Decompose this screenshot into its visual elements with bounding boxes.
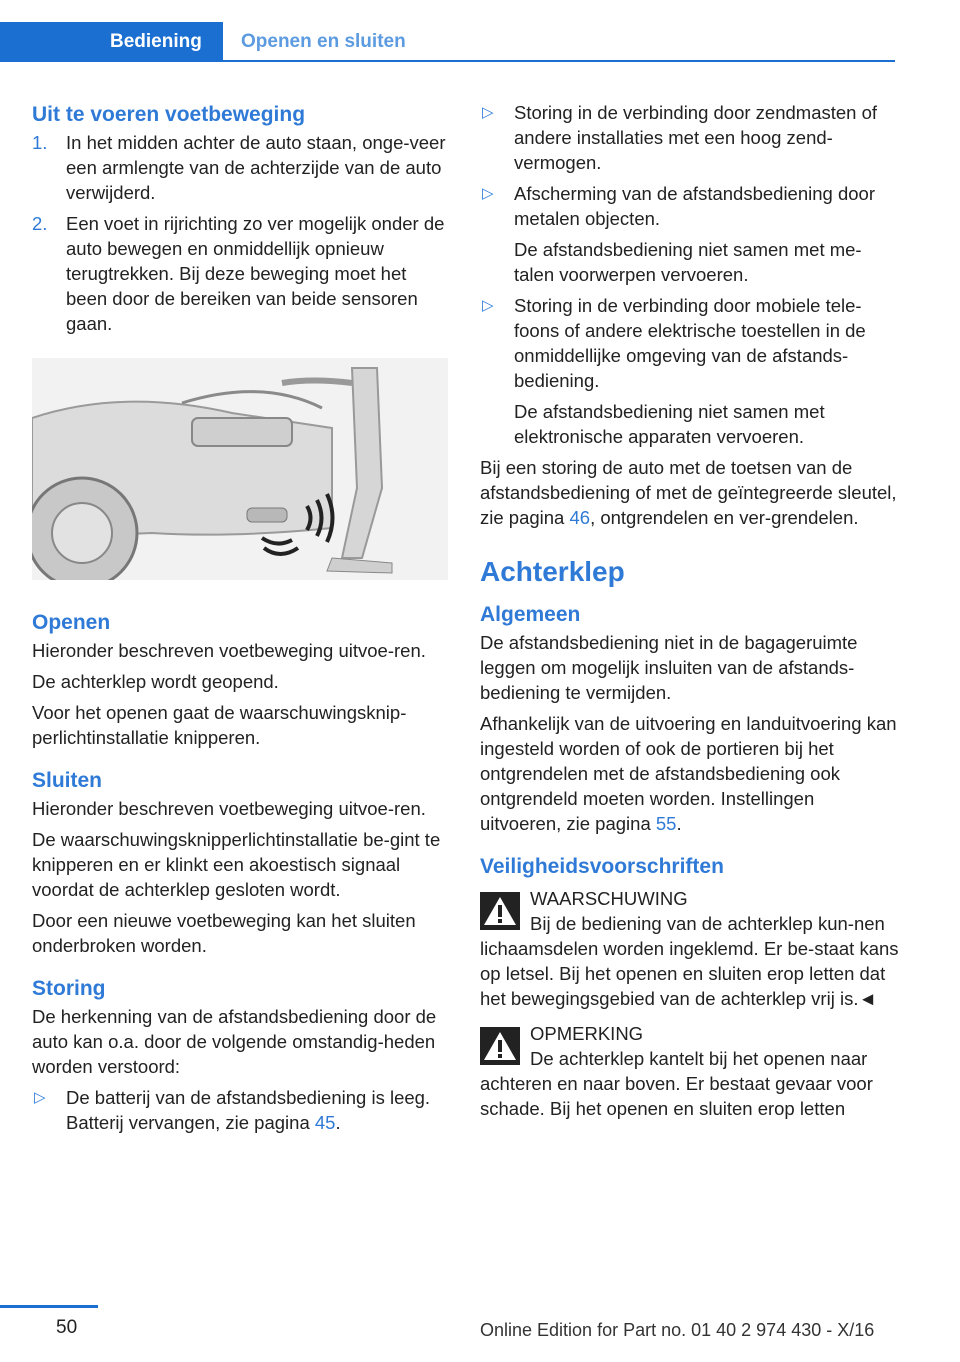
fault-unlock-end: , ontgrendelen en ver-grendelen. <box>590 507 859 528</box>
fault-item-end: . <box>335 1112 341 1133</box>
page-link-55[interactable]: 55 <box>655 813 677 834</box>
edition-info: Online Edition for Part no. 01 40 2 974 430 - X/16 <box>480 1320 875 1340</box>
step-text: Een voet in rijrichting zo ver mogelijk onder de auto bewegen en onmiddellijk opnieuw terugtrekken. Bij deze beweging moet het been door de bereiken van beide sensoren gaan. <box>66 213 445 334</box>
open-paragraph-2: De achterklep wordt geopend. <box>32 671 279 692</box>
open-paragraph-3: Voor het openen gaat de waarschuwingsknip-perlichtinstallatie knipperen. <box>32 702 407 748</box>
triangle-bullet-icon: ▷ <box>482 185 494 202</box>
header-tabbar <box>0 22 895 62</box>
general-text: Afhankelijk van de uitvoering en landuitvoering kan ingesteld worden of ook de portieren bij het ontgrendelen met de afstandsbediening ook ontgrendeld moeten worden. Instellingen uitvoeren, zie pagina <box>480 713 897 834</box>
left-column <box>32 100 450 1141</box>
page-link-46[interactable]: 46 <box>569 507 591 528</box>
triangle-bullet-icon: ▷ <box>482 104 494 121</box>
heading-voetbeweging: Uit te voeren voetbeweging <box>32 103 306 126</box>
close-paragraph-2: De waarschuwingsknipperlichtinstallatie be-gint te knipperen en er klinkt een akoestisch signaal voordat de achterklep gesloten wordt. <box>32 829 441 900</box>
fault-unlock-paragraph <box>480 455 900 530</box>
tab-bediening[interactable]: Bediening <box>0 22 223 62</box>
step-number: 1. <box>32 132 48 153</box>
bullet-3-note: De afstandsbediening niet samen met elektronische apparaten vervoeren. <box>514 401 825 447</box>
close-paragraph-3: Door een nieuwe voetbeweging kan het sluiten onderbroken worden. <box>32 910 416 956</box>
heading-algemeen: Algemeen <box>480 603 581 626</box>
tab-openen-en-sluiten[interactable]: Openen en sluiten <box>241 31 406 52</box>
fault-paragraph-1: De herkenning van de afstandsbediening door de auto kan o.a. door de volgende omstandig-heden worden verstoord: <box>32 1006 437 1077</box>
heading-openen: Openen <box>32 611 111 634</box>
header-divider <box>223 60 895 62</box>
right-bullet-3 <box>480 293 900 393</box>
bullet-2-note: De afstandsbediening niet samen met me-talen voorwerpen vervoeren. <box>514 239 862 285</box>
heading-achterklep: Achterklep <box>480 556 625 587</box>
warning-triangle-icon <box>480 892 520 930</box>
close-paragraph-1: Hieronder beschreven voetbeweging uitvoe-ren. <box>32 798 426 819</box>
bullet-text: Storing in de verbinding door mobiele tele-foons of andere elektrische toestellen in de onmiddellijke omgeving van de afstands-bediening. <box>514 295 866 391</box>
step-number: 2. <box>32 213 48 234</box>
fault-unlock-text: Bij een storing de auto met de toetsen van de afstandsbediening of met de geïntegreerde sleutel, zie pagina <box>480 457 897 528</box>
general-paragraph-1: De afstandsbediening niet in de bagageruimte leggen om mogelijk insluiten van de afstands-bediening te vermijden. <box>480 632 858 703</box>
triangle-bullet-icon: ▷ <box>482 297 494 314</box>
notice-label: OPMERKING <box>530 1023 644 1044</box>
fault-item-text: De batterij van de afstandsbediening is leeg. Batterij vervangen, zie pagina <box>66 1087 431 1133</box>
page-link-45[interactable]: 45 <box>314 1112 336 1133</box>
notice-block <box>480 1021 900 1121</box>
right-bullet-2 <box>480 181 900 231</box>
page-number: 50 <box>56 1317 78 1338</box>
step-2 <box>32 211 450 336</box>
bullet-text: Storing in de verbinding door zendmasten of andere installaties met een hoog zend-vermogen. <box>514 102 878 173</box>
general-paragraph-2 <box>480 711 900 836</box>
step-text: In het midden achter de auto staan, onge-veer een armlengte van de achterzijde van de auto verwijderd. <box>66 132 446 203</box>
heading-veiligheidsvoorschriften: Veiligheidsvoorschriften <box>480 855 724 878</box>
open-paragraph-1: Hieronder beschreven voetbeweging uitvoe-ren. <box>32 640 426 661</box>
warning-label: WAARSCHUWING <box>530 888 688 909</box>
fault-list-item <box>32 1085 450 1135</box>
footer-divider <box>0 1305 98 1308</box>
notice-text: De achterklep kantelt bij het openen naar achteren en naar boven. Er bestaat gevaar voor schade. Bij het openen en sluiten erop letten <box>480 1048 873 1119</box>
warning-block <box>480 886 900 1011</box>
warning-text: Bij de bediening van de achterklep kun-nen lichaamsdelen worden ingeklemd. Er be-staat kans op letsel. Bij het openen en sluiten erop letten dat het bewegingsgebied van de achterklep vrij is.◄ <box>480 913 899 1009</box>
heading-sluiten: Sluiten <box>32 769 103 792</box>
tailgate-foot-gesture-illustration <box>32 358 448 580</box>
bullet-text: Afscherming van de afstandsbediening door metalen objecten. <box>514 183 875 229</box>
triangle-bullet-icon: ▷ <box>34 1089 46 1106</box>
heading-storing: Storing <box>32 977 106 1000</box>
step-1 <box>32 130 450 205</box>
notice-triangle-icon <box>480 1027 520 1065</box>
right-column <box>480 100 900 1127</box>
general-end: . <box>676 813 682 834</box>
right-bullet-1 <box>480 100 900 175</box>
